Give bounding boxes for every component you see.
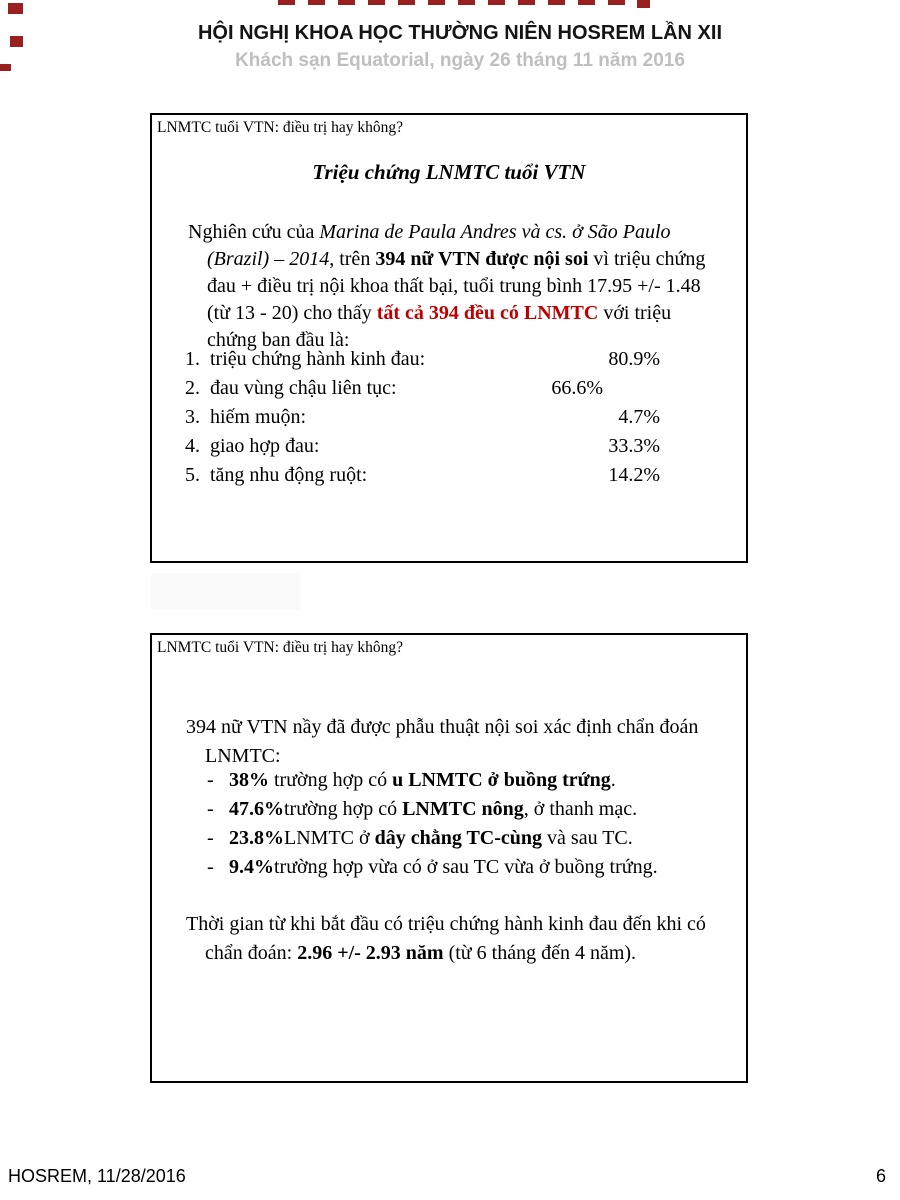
item-value: 4.7% <box>618 406 660 428</box>
slide-1-intro-paragraph <box>188 219 706 354</box>
bullet-text: 9.4%trường hợp vừa có ở sau TC vừa ở buồng trứng. <box>229 856 658 878</box>
slide-2 <box>150 633 748 1083</box>
list-item <box>185 374 665 403</box>
bullet-item <box>207 795 658 824</box>
intro-line: (từ 13 - 20) cho thấy tất cả 394 đều có LNMTC với triệu <box>207 302 672 324</box>
item-value: 80.9% <box>608 348 660 370</box>
intro-line: (Brazil) – 2014, trên 394 nữ VTN được nội soi vì triệu chứng <box>207 248 706 270</box>
list-item <box>185 345 665 374</box>
red-dash-row-mark <box>278 0 640 5</box>
item-value: 33.3% <box>608 435 660 457</box>
item-number: 4. <box>185 435 200 457</box>
red-scan-mark <box>8 3 23 14</box>
slide-2-paragraph-2 <box>186 910 726 968</box>
red-scan-mark <box>0 64 11 71</box>
paragraph-line: 394 nữ VTN nầy đã được phẫu thuật nội soi xác định chẩn đoán <box>186 716 699 738</box>
intro-line: đau + điều trị nội khoa thất bại, tuổi trung bình 17.95 +/- 1.48 <box>207 275 701 297</box>
bullet-item <box>207 824 658 853</box>
page-footer <box>8 1166 886 1187</box>
item-label: tăng nhu động ruột: <box>210 464 368 486</box>
item-label: hiếm muộn: <box>210 406 307 428</box>
item-label: đau vùng chậu liên tục: <box>210 377 397 399</box>
scan-artifact-rect <box>151 573 301 610</box>
item-value: 66.6% <box>551 377 603 399</box>
footer-source-date: HOSREM, 11/28/2016 <box>8 1166 186 1186</box>
slide-2-paragraph-1 <box>186 713 726 771</box>
paragraph-line: chẩn đoán: 2.96 +/- 2.93 năm (từ 6 tháng đến 4 năm). <box>205 942 637 964</box>
bullet-dash: - <box>207 856 214 878</box>
item-label: triệu chứng hành kinh đau: <box>210 348 426 370</box>
item-number: 2. <box>185 377 200 399</box>
list-item <box>185 432 665 461</box>
intro-line: Nghiên cứu của Marina de Paula Andres và cs. ở São Paulo <box>188 221 671 243</box>
bullet-text: 47.6%trường hợp có LNMTC nông, ở thanh mạc. <box>229 798 638 820</box>
item-number: 1. <box>185 348 200 370</box>
slide-2-running-header: LNMTC tuổi VTN: điều trị hay không? <box>157 639 403 656</box>
red-scan-mark <box>637 0 650 8</box>
bullet-item <box>207 766 658 795</box>
slide-1-title: Triệu chứng LNMTC tuổi VTN <box>312 160 586 184</box>
symptom-list <box>185 345 665 490</box>
item-number: 5. <box>185 464 200 486</box>
bullet-dash: - <box>207 827 214 849</box>
item-value: 14.2% <box>608 464 660 486</box>
intro-line: chứng ban đầu là: <box>207 329 350 351</box>
page-number: 6 <box>875 1166 886 1186</box>
bullet-text: 23.8%LNMTC ở dây chằng TC-cùng và sau TC. <box>229 827 633 849</box>
paragraph-line: Thời gian từ khi bắt đầu có triệu chứng hành kinh đau đến khi có <box>186 913 706 935</box>
list-item <box>185 403 665 432</box>
conference-title: HỘI NGHỊ KHOA HỌC THƯỜNG NIÊN HOSREM LẦN XII <box>197 22 723 44</box>
finding-bullets <box>207 766 658 882</box>
list-item <box>185 461 665 490</box>
bullet-dash: - <box>207 769 214 791</box>
bullet-item <box>207 853 658 882</box>
paragraph-line: LNMTC: <box>205 745 281 767</box>
slide-1-running-header: LNMTC tuổi VTN: điều trị hay không? <box>157 119 403 136</box>
bullet-text: 38% trường hợp có u LNMTC ở buồng trứng. <box>229 769 616 791</box>
item-label: giao hợp đau: <box>210 435 320 457</box>
page-header <box>20 20 900 74</box>
slide-1 <box>150 113 748 563</box>
bullet-dash: - <box>207 798 214 820</box>
item-number: 3. <box>185 406 200 428</box>
conference-subtitle: Khách sạn Equatorial, ngày 26 tháng 11 năm 2016 <box>235 50 685 71</box>
